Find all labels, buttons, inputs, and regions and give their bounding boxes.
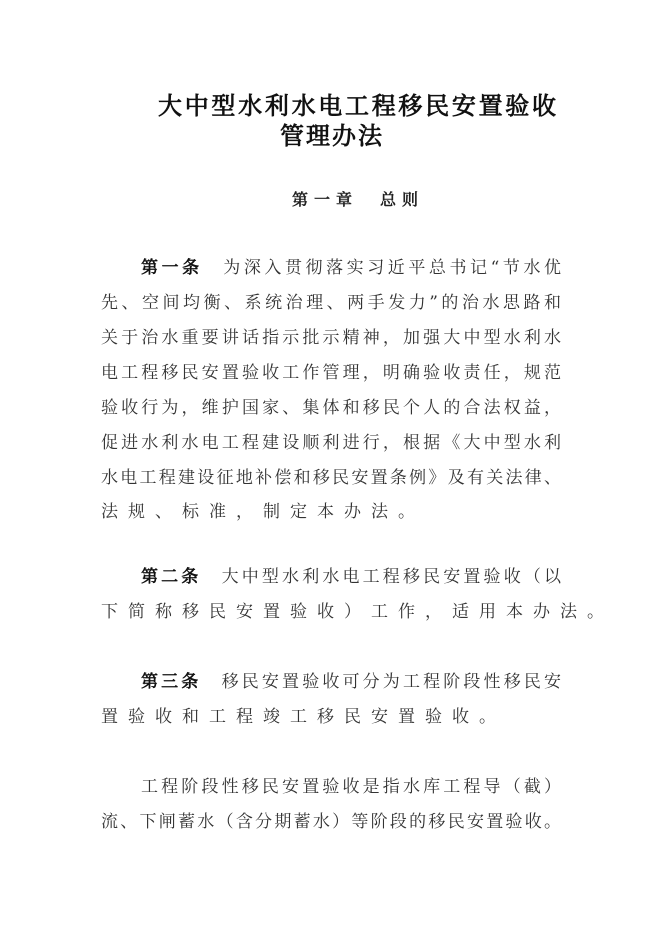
article-1-line: 电工程移民安置验收工作管理，明确验收责任，规范 bbox=[101, 363, 561, 383]
article-3-line: 置验收和工程竣工移民安置验收。 bbox=[101, 707, 506, 727]
article-2-text: 大中型水利水电工程移民安置验收（以 bbox=[221, 567, 562, 587]
article-2-line bbox=[141, 566, 561, 588]
document-title-line-2: 管理办法 bbox=[280, 121, 382, 150]
article-1-line: 促进水利水电工程建设顺利进行，根据《大中型水利 bbox=[101, 433, 561, 453]
paragraph-line: 流、下闸蓄水（含分期蓄水）等阶段的移民安置验收。 bbox=[101, 812, 561, 832]
article-1-line: 验收行为，维护国家、集体和移民个人的合法权益， bbox=[101, 398, 561, 418]
article-1-text: 为深入贯彻落实习近平总书记“节水优 bbox=[223, 258, 562, 278]
article-1-line: 水电工程建设征地补偿和移民安置条例》及有关法律、 bbox=[101, 468, 561, 488]
article-2-label: 第二条 bbox=[141, 567, 202, 587]
article-3-line bbox=[141, 671, 561, 693]
article-1-label: 第一条 bbox=[141, 258, 203, 278]
article-1-line bbox=[141, 257, 561, 279]
document-title-line-1: 大中型水利水电工程移民安置验收 bbox=[158, 91, 556, 120]
article-1-line: 先、空间均衡、系统治理、两手发力”的治水思路和 bbox=[101, 293, 561, 313]
article-3-text: 移民安置验收可分为工程阶段性移民安 bbox=[221, 672, 562, 692]
article-1-line: 关于治水重要讲话指示批示精神，加强大中型水利水 bbox=[101, 328, 561, 348]
article-3-label: 第三条 bbox=[141, 672, 202, 692]
chapter-heading: 第一章 总则 bbox=[292, 190, 425, 209]
article-2-line: 下简称移民安置验收）工作，适用本办法。 bbox=[101, 602, 614, 622]
paragraph-line: 工程阶段性移民安置验收是指水库工程导（截） bbox=[141, 777, 561, 797]
article-1-line: 法规、标准，制定本办法。 bbox=[101, 502, 425, 522]
